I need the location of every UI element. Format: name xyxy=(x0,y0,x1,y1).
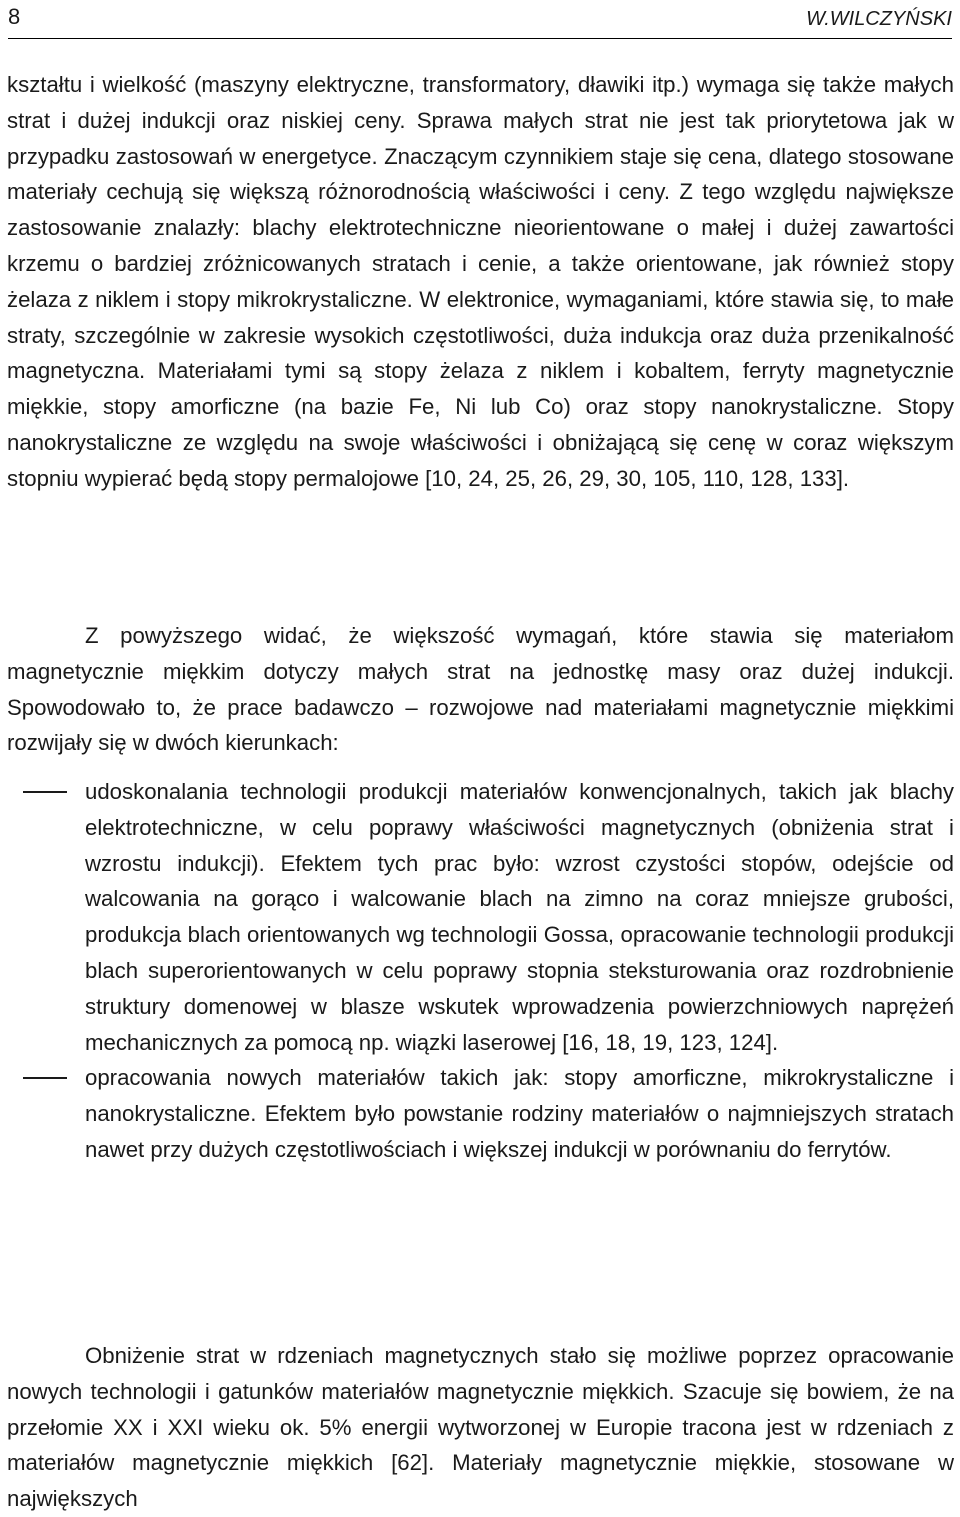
paragraph-2-container xyxy=(7,618,954,761)
paragraph-3-container xyxy=(7,1338,954,1517)
paragraph-1: kształtu i wielkość (maszyny elektryczne, transformatory, dławiki itp.) wymaga się także małych strat i dużej indukcji oraz niskiej ceny. Sprawa małych strat nie jest tak priorytetowa jak w przypadku zastosowań w energetyce. Znaczącym czynnikiem staje się cena, dlatego stosowane materiały cechują się większą różnorodnością właściwości i ceny. Z tego względu największe zastosowanie znalazły: blachy elektrotechniczne nieorientowane o małej i dużej zawartości krzemu o bardziej zróżnicowanych stratach i cenie, a także orientowane, jak również stopy żelaza z niklem i stopy mikrokrystaliczne. W elektronice, wymaganiami, które stawia się, to małe straty, szczególnie w zakresie wysokich częstotliwości, duża indukcja oraz duża przenikalność magnetyczna. Materiałami tymi są stopy żelaza z niklem i kobaltem, ferryty magnetycznie miękkie, stopy amorficzne (na bazie Fe, Ni lub Co) oraz stopy nanokrystaliczne. Stopy nanokrystaliczne ze względu na swoje właściwości i obniżającą się cenę w coraz większym stopniu wypierać będą stopy permalojowe [10, 24, 25, 26, 29, 30, 105, 110, 128, 133]. xyxy=(7,72,954,491)
running-head-author: W.WILCZYŃSKI xyxy=(806,8,952,30)
dash-bullet-icon xyxy=(23,1060,69,1079)
dash-bullet-icon xyxy=(23,774,69,793)
paragraph-2: Z powyższego widać, że większość wymagań, które stawia się materiałom magnetycznie miękkim dotyczy małych strat na jednostkę masy oraz dużej indukcji. Spowodowało to, że prace badawczo – rozwojowe nad materiałami magnetycznie miękkimi rozwijały się w dwóch kierunkach: xyxy=(7,623,954,756)
page-number: 8 xyxy=(8,4,21,29)
paragraph-3: Obniżenie strat w rdzeniach magnetycznych stało się możliwe poprzez opracowanie nowych technologii i gatunków materiałów magnetycznie miękkich. Szacuje się bowiem, że na przełomie XX i XXI wieku ok. 5% energii wytworzonej w Europie tracona jest w rdzeniach z materiałów magnetycznie miękkich [62]. Materiały magnetycznie miękkie, stosowane w największych xyxy=(7,1343,954,1512)
bullet-list xyxy=(7,774,954,1168)
page-header xyxy=(8,2,952,39)
list-item xyxy=(7,774,954,1060)
list-item xyxy=(7,1060,954,1167)
list-item-text: opracowania nowych materiałów takich jak: stopy amorficzne, mikrokrystaliczne i nanokrystaliczne. Efektem było powstanie rodziny materiałów o najmniejszych stratach nawet przy dużych częstotliwościach i większej indukcji w porównaniu do ferrytów. xyxy=(85,1065,954,1162)
list-item-text: udoskonalania technologii produkcji materiałów konwencjonalnych, takich jak blachy elektrotechniczne, w celu poprawy właściwości magnetycznych (obniżenia strat i wzrostu indukcji). Efektem tych prac było: wzrost czystości stopów, odejście od walcowania na gorąco i walcowanie blach na zimno na coraz mniejsze grubości, produkcja blach orientowanych wg technologii Gossa, opracowanie technologii produkcji blach superorientowanych w celu poprawy stopnia steksturowania oraz rozdrobnienie struktury domenowej w blasze wskutek wprowadzenia powierzchniowych naprężeń mechanicznych za pomocą np. wiązki laserowej [16, 18, 19, 123, 124]. xyxy=(85,779,954,1055)
paragraph-1-container xyxy=(7,67,954,497)
